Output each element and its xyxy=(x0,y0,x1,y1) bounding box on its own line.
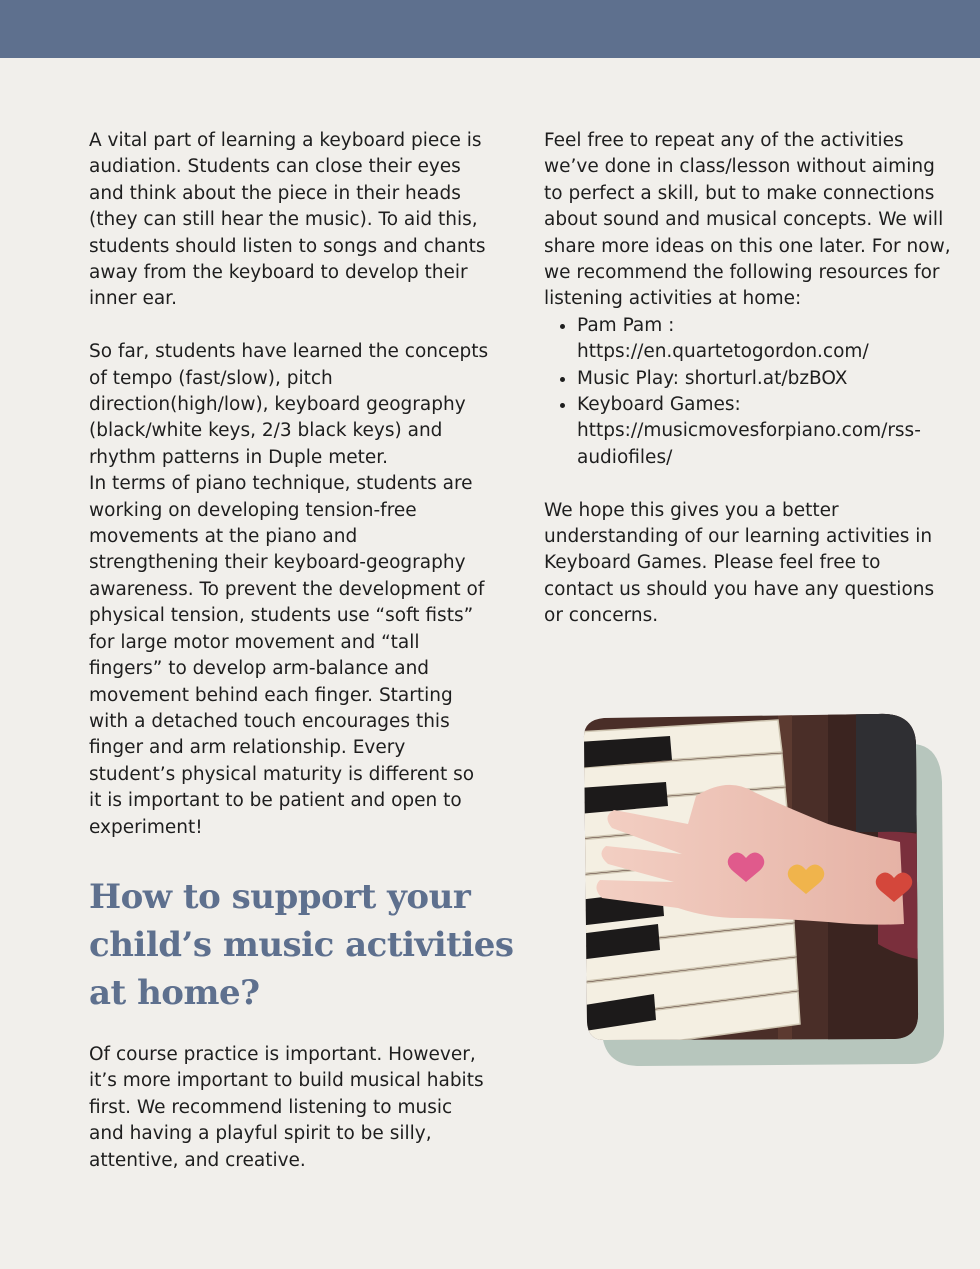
technique-paragraph: In terms of piano technique, students are working on developing tension-free movements at the piano and strengthening their keyboard-geography awareness. To prevent the development of physical tension, students use “soft fists” for large motor movement and “tall fingers” to develop arm-balance and movement behind each finger. Starting with a detached touch encourages this finger and arm relationship. Every student’s physical maturity is different so it is important to be patient and open to experiment! xyxy=(89,473,485,838)
resource-item xyxy=(577,366,954,392)
left-column xyxy=(89,128,489,841)
concepts-paragraph: So far, students have learned the concepts of tempo (fast/slow), pitch direction(high/low), keyboard geography (black/white keys, 2/3 black keys) and rhythm patterns in Duple meter. xyxy=(89,341,489,468)
resource-link[interactable]: shorturl.at/bzBOX xyxy=(684,367,848,389)
piano-hand-photo xyxy=(578,712,948,1072)
audiation-paragraph: A vital part of learning a keyboard piece is audiation. Students can close their eyes and think about the piece in their heads (they can still hear the music). To aid this, students should listen to songs and chants away from the keyboard to develop their inner ear. xyxy=(89,130,486,310)
resource-list xyxy=(544,313,954,471)
resource-label: Music Play: xyxy=(577,367,679,389)
activities-paragraph: Feel free to repeat any of the activities we’ve done in class/lesson without aiming to perfect a skill, but to make connections about sound and musical concepts. We will share more ideas on this one later. For now, we recommend the following resources for listening activities at home: xyxy=(544,130,951,310)
resource-label: Keyboard Games: xyxy=(577,394,741,416)
resource-link[interactable]: https://en.quartetogordon.com/ xyxy=(577,341,869,363)
section-heading: How to support your child’s music activities at home? xyxy=(89,877,514,1013)
practice-paragraph-block xyxy=(89,1042,489,1174)
resource-link[interactable]: https://musicmovesforpiano.com/rss-audiofiles/ xyxy=(577,420,921,468)
header-band xyxy=(0,0,980,58)
resource-item xyxy=(577,313,954,366)
closing-paragraph: We hope this gives you a better understanding of our learning activities in Keyboard Games. Please feel free to contact us should you have any questions or concerns. xyxy=(544,499,935,627)
resource-item xyxy=(577,392,954,471)
resource-label: Pam Pam : xyxy=(577,314,675,336)
practice-paragraph: Of course practice is important. However, it’s more important to build musical habits first. We recommend listening to music and having a playful spirit to be silly, attentive, and creative. xyxy=(89,1044,484,1171)
right-column xyxy=(544,128,954,630)
